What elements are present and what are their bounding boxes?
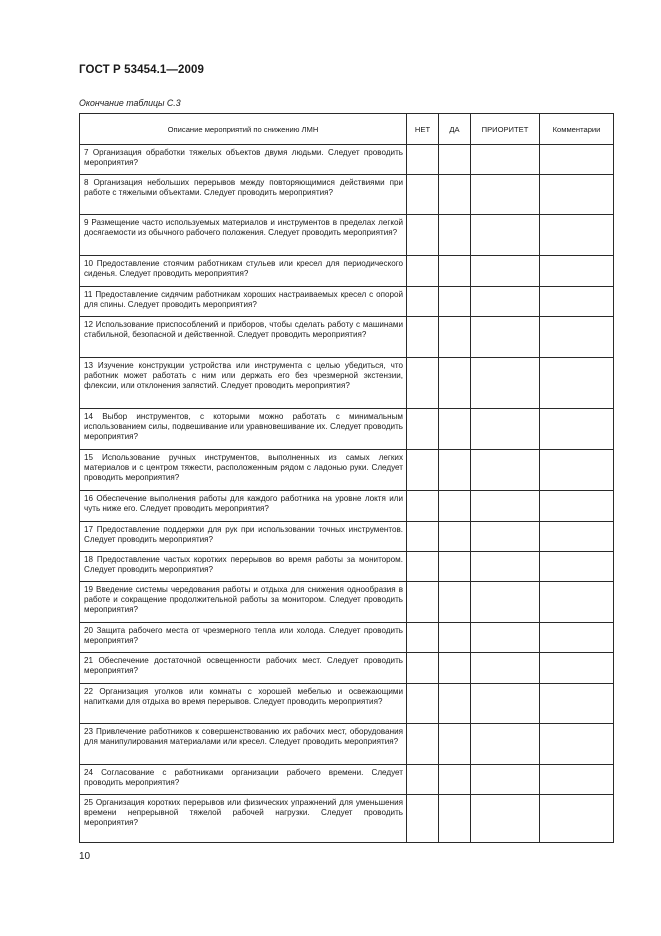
cell-yes[interactable] — [439, 582, 471, 623]
table-row — [80, 256, 614, 287]
column-header-priority: ПРИОРИТЕТ — [471, 114, 540, 145]
cell-yes[interactable] — [439, 795, 471, 843]
cell-priority[interactable] — [471, 684, 540, 724]
cell-priority[interactable] — [471, 145, 540, 175]
cell-no[interactable] — [407, 175, 439, 215]
cell-priority[interactable] — [471, 450, 540, 491]
table-row — [80, 317, 614, 358]
row-description: 17 Предоставление поддержки для рук при использовании точных инструментов. Следует проводить мероприятия? — [80, 522, 407, 552]
table-row — [80, 450, 614, 491]
row-description: 14 Выбор инструментов, с которыми можно работать с минимальным использованием силы, подвешивание или уравновешивание их. Следует проводить мероприятия? — [80, 409, 407, 450]
cell-priority[interactable] — [471, 765, 540, 795]
cell-no[interactable] — [407, 552, 439, 582]
table-row — [80, 795, 614, 843]
cell-yes[interactable] — [439, 145, 471, 175]
cell-no[interactable] — [407, 317, 439, 358]
row-description: 16 Обеспечение выполнения работы для каждого работника на уровне локтя или чуть ниже его. Следует проводить мероприятия? — [80, 491, 407, 522]
table-row — [80, 765, 614, 795]
cell-comments[interactable] — [540, 450, 614, 491]
cell-priority[interactable] — [471, 724, 540, 765]
cell-priority[interactable] — [471, 522, 540, 552]
cell-yes[interactable] — [439, 317, 471, 358]
table-row — [80, 358, 614, 409]
cell-no[interactable] — [407, 653, 439, 684]
cell-yes[interactable] — [439, 552, 471, 582]
row-description: 12 Использование приспособлений и приборов, чтобы сделать работу с машинами стабильной, безопасной и действенной. Следует проводить мероприятия? — [80, 317, 407, 358]
cell-comments[interactable] — [540, 215, 614, 256]
cell-no[interactable] — [407, 765, 439, 795]
table-row — [80, 522, 614, 552]
cell-priority[interactable] — [471, 175, 540, 215]
cell-comments[interactable] — [540, 358, 614, 409]
table-row — [80, 491, 614, 522]
cell-priority[interactable] — [471, 491, 540, 522]
cell-yes[interactable] — [439, 491, 471, 522]
measures-table — [79, 113, 614, 843]
cell-no[interactable] — [407, 256, 439, 287]
row-description: 23 Привлечение работников к совершенствованию их рабочих мест, оборудования для манипулирования материалами или кресел. Следует проводить мероприятия? — [80, 724, 407, 765]
table-row — [80, 653, 614, 684]
cell-yes[interactable] — [439, 215, 471, 256]
row-description: 22 Организация уголков или комнаты с хорошей мебелью и освежающими напитками для отдыха во время перерывов. Следует проводить мероприятия? — [80, 684, 407, 724]
row-description: 10 Предоставление стоячим работникам стульев или кресел для периодического сиденья. Следует проводить мероприятия? — [80, 256, 407, 287]
cell-priority[interactable] — [471, 623, 540, 653]
cell-no[interactable] — [407, 724, 439, 765]
cell-priority[interactable] — [471, 653, 540, 684]
cell-comments[interactable] — [540, 256, 614, 287]
row-description: 25 Организация коротких перерывов или физических упражнений для уменьшения времени непрерывной тяжелой рабочей нагрузки. Следует проводить мероприятия? — [80, 795, 407, 843]
table-row — [80, 623, 614, 653]
column-header-yes: ДА — [439, 114, 471, 145]
cell-yes[interactable] — [439, 765, 471, 795]
cell-yes[interactable] — [439, 175, 471, 215]
row-description: 21 Обеспечение достаточной освещенности рабочих мест. Следует проводить мероприятия? — [80, 653, 407, 684]
table-row — [80, 724, 614, 765]
cell-priority[interactable] — [471, 795, 540, 843]
cell-no[interactable] — [407, 684, 439, 724]
cell-no[interactable] — [407, 491, 439, 522]
cell-no[interactable] — [407, 145, 439, 175]
row-description: 19 Введение системы чередования работы и отдыха для снижения однообразия в работе и сокращение продолжительной работы за монитором. Следует проводить мероприятия? — [80, 582, 407, 623]
cell-comments[interactable] — [540, 684, 614, 724]
column-header-comments: Комментарии — [540, 114, 614, 145]
page-number: 10 — [79, 851, 91, 862]
cell-yes[interactable] — [439, 256, 471, 287]
cell-yes[interactable] — [439, 358, 471, 409]
table-row — [80, 145, 614, 175]
cell-yes[interactable] — [439, 623, 471, 653]
cell-comments[interactable] — [540, 287, 614, 317]
column-header-no: НЕТ — [407, 114, 439, 145]
cell-no[interactable] — [407, 582, 439, 623]
row-description: 7 Организация обработки тяжелых объектов двумя людьми. Следует проводить мероприятия? — [80, 145, 407, 175]
cell-priority[interactable] — [471, 552, 540, 582]
cell-yes[interactable] — [439, 450, 471, 491]
cell-priority[interactable] — [471, 582, 540, 623]
row-description: 9 Размещение часто используемых материалов и инструментов в пределах легкой досягаемости из обычного рабочего положения. Следует проводить мероприятия? — [80, 215, 407, 256]
cell-no[interactable] — [407, 795, 439, 843]
cell-yes[interactable] — [439, 684, 471, 724]
cell-comments[interactable] — [540, 175, 614, 215]
row-description: 15 Использование ручных инструментов, выполненных из самых легких материалов и с центром тяжести, расположенным рядом с ладонью руки. Следует проводить мероприятия? — [80, 450, 407, 491]
row-description: 13 Изучение конструкции устройства или инструмента с целью убедиться, что работник может работать с ним или держать его без чрезмерной экстензии, флексии, или отклонения запястий. Следует проводить мероприятия? — [80, 358, 407, 409]
cell-priority[interactable] — [471, 287, 540, 317]
cell-yes[interactable] — [439, 522, 471, 552]
table-row — [80, 175, 614, 215]
row-description: 11 Предоставление сидячим работникам хороших настраиваемых кресел с опорой для спины. Следует проводить мероприятия? — [80, 287, 407, 317]
row-description: 20 Защита рабочего места от чрезмерного тепла или холода. Следует проводить мероприятия? — [80, 623, 407, 653]
table-caption: Окончание таблицы С.3 — [79, 98, 181, 108]
row-description: 24 Согласование с работниками организации рабочего времени. Следует проводить мероприятия? — [80, 765, 407, 795]
table-row — [80, 287, 614, 317]
cell-priority[interactable] — [471, 317, 540, 358]
cell-yes[interactable] — [439, 287, 471, 317]
cell-comments[interactable] — [540, 409, 614, 450]
table-row — [80, 552, 614, 582]
cell-comments[interactable] — [540, 491, 614, 522]
cell-comments[interactable] — [540, 522, 614, 552]
cell-comments[interactable] — [540, 724, 614, 765]
cell-comments[interactable] — [540, 795, 614, 843]
cell-no[interactable] — [407, 522, 439, 552]
cell-yes[interactable] — [439, 653, 471, 684]
table-header-row — [80, 114, 614, 145]
table-row — [80, 409, 614, 450]
cell-comments[interactable] — [540, 317, 614, 358]
row-description: 8 Организация небольших перерывов между повторяющимися действиями при работе с тяжелыми объектами. Следует проводить мероприятия? — [80, 175, 407, 215]
cell-yes[interactable] — [439, 724, 471, 765]
cell-priority[interactable] — [471, 409, 540, 450]
cell-no[interactable] — [407, 287, 439, 317]
document-header: ГОСТ Р 53454.1—2009 — [79, 64, 204, 76]
cell-no[interactable] — [407, 358, 439, 409]
cell-no[interactable] — [407, 450, 439, 491]
cell-comments[interactable] — [540, 552, 614, 582]
table-row — [80, 684, 614, 724]
cell-comments[interactable] — [540, 623, 614, 653]
cell-priority[interactable] — [471, 358, 540, 409]
cell-comments[interactable] — [540, 765, 614, 795]
cell-priority[interactable] — [471, 215, 540, 256]
cell-comments[interactable] — [540, 145, 614, 175]
cell-no[interactable] — [407, 623, 439, 653]
cell-priority[interactable] — [471, 256, 540, 287]
cell-no[interactable] — [407, 409, 439, 450]
cell-no[interactable] — [407, 215, 439, 256]
cell-yes[interactable] — [439, 409, 471, 450]
table-row — [80, 582, 614, 623]
table-row — [80, 215, 614, 256]
cell-comments[interactable] — [540, 653, 614, 684]
cell-comments[interactable] — [540, 582, 614, 623]
row-description: 18 Предоставление частых коротких перерывов во время работы за монитором. Следует проводить мероприятия? — [80, 552, 407, 582]
column-header-description: Описание мероприятий по снижению ЛМН — [80, 114, 407, 145]
